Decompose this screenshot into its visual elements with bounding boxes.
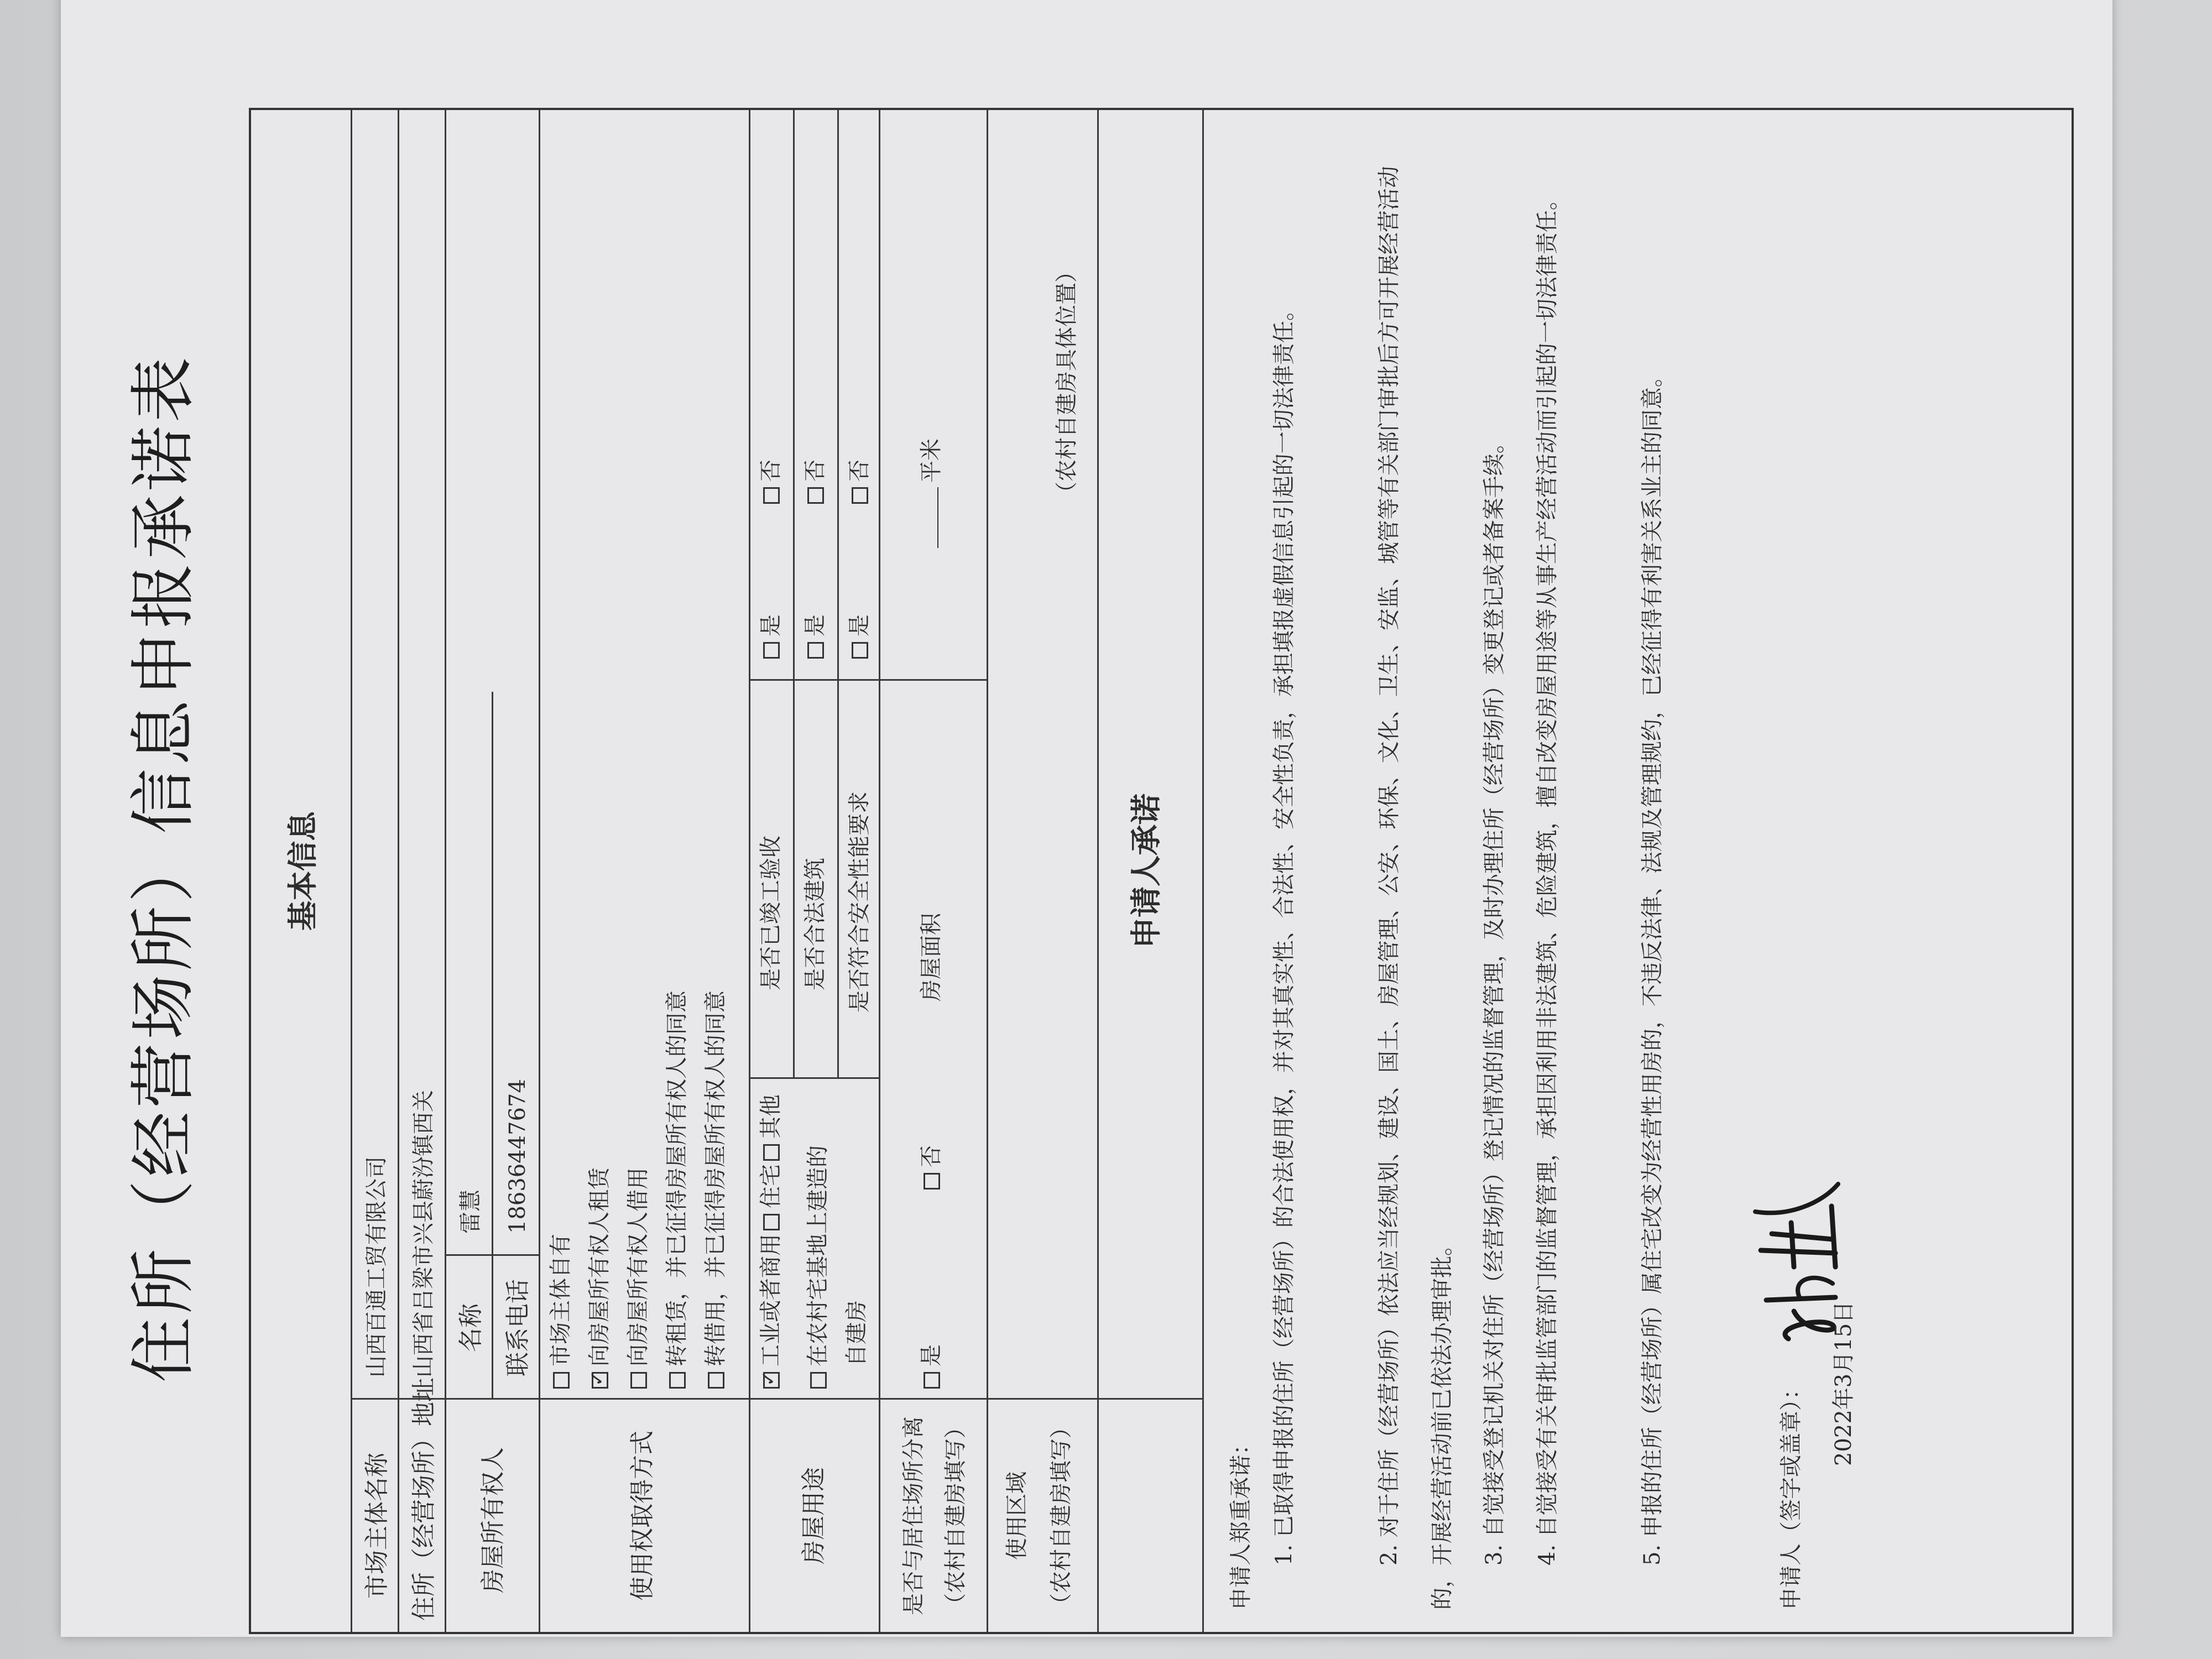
address-label: 住所（经营场所）地址 [410,1378,438,1621]
acquisition-option-2: ✓ 向房屋所有权人租赁 [586,1167,613,1389]
checkbox-icon [763,1214,780,1230]
region-hint: （农村自建房具体位置） [1054,260,1079,504]
checkbox-icon [810,1372,827,1389]
checkbox-icon [807,487,824,504]
pledge-heading: 申请人承诺 [1129,794,1165,948]
checkbox-icon [630,1372,647,1389]
check-safety-label: 是否符合安全性能要求 [847,791,872,1013]
checkbox-icon [763,1144,780,1161]
check-legal-yes: 是 [801,614,829,659]
check-completion-yes: 是 [757,614,785,659]
area-value: 平米 [917,439,945,548]
form-table [249,108,2074,1634]
check-completion-label: 是否已竣工验收 [758,836,784,990]
separation-yes: 是 [917,1344,945,1389]
pledge-item-3: 3. 自觉接受登记机关对住所（经营场所）登记情况的监督管理，及时办理住所（经营场所）变更登记或者备案手续。 [1481,431,1507,1566]
owner-phone-label: 联系电话 [504,1279,532,1376]
area-blank [937,487,938,548]
owner-name-label: 名称 [457,1303,485,1352]
pledge-item-5: 5. 申报的住所（经营场所）属住宅改变为经营性用房的，不违反法律、法规及管理规约，已经征得有利害关系业主的同意。 [1640,365,1665,1566]
separation-no: 否 [917,1145,945,1190]
acquisition-option-5: 转借用，并已征得房屋所有权人的同意 [702,990,729,1389]
pledge-item-4: 4. 自觉接受有关审批监管部门的监督管理，承担因利用非法建筑、危险建筑，擅自改变房屋用途等从事生产经营活动而引起的一切法律责任。 [1535,188,1560,1566]
region-label: 使用区域 [1004,1472,1030,1560]
address-value: 山西省吕梁市兴县蔚汾镇西关 [411,1090,436,1378]
checkbox-icon [807,642,824,659]
checkbox-icon [553,1372,570,1389]
usage-label: 房屋用途 [800,1467,828,1564]
owner-phone-value: 18636447674 [505,1079,530,1234]
owner-name-value: 雷慧 [458,1190,483,1234]
commitment-form [88,97,2079,1640]
separation-label: 是否与居住场所分离（农村自建房填写） [901,1416,968,1615]
usage-options: ✓工业或者商用住宅其他 [757,1094,785,1389]
owner-label: 房屋所有权人 [479,1447,507,1593]
acquisition-option-1: 市场主体自有 [547,1234,575,1389]
checkbox-icon [852,642,868,659]
checkbox-icon [763,487,780,504]
homestead-option-line2: 自建房 [844,1300,869,1366]
check-legal-label: 是否合法建筑 [802,858,828,990]
pledge-intro: 申请人郑重承诺： [1228,1433,1254,1610]
checkbox-icon [924,1173,940,1190]
check-safety-yes: 是 [846,614,873,659]
checkbox-icon [924,1372,940,1389]
checkbox-icon [669,1372,686,1389]
entity-name-value: 山西百通工贸有限公司 [364,1156,389,1378]
homestead-option: 在农村宅基地上建造的 [804,1145,832,1389]
checkbox-icon [852,487,868,504]
basic-info-heading: 基本信息 [285,811,320,931]
area-label: 房屋面积 [919,913,944,1001]
checkbox-icon [763,642,780,659]
pledge-item-2: 2. 对于住所（经营场所）依法应当经规划、建设、国土、房屋管理、公安、环保、文化、卫生、安监、城管等有关部门审批后方可开展经营活动的，开展经营活动前已依法办理审批。 [1376,166,1455,1610]
check-legal-no: 否 [801,460,829,504]
region-label-note: （农村自建房填写） [1048,1416,1074,1615]
applicant-label: 申请人（签字或盖章）： [1778,1378,1804,1610]
checkbox-checked-icon [592,1372,608,1389]
form-title: 住所（经营场所）信息申报承诺表 [125,354,201,1383]
check-safety-no: 否 [846,460,873,504]
entity-name-label: 市场主体名称 [363,1453,391,1599]
check-completion-no: 否 [757,460,785,504]
checkbox-icon [708,1372,724,1389]
acquisition-option-4: 转租赁，并已征得房屋所有权人的同意 [663,990,691,1389]
acquisition-option-3: 向房屋所有权人借用 [624,1167,652,1389]
date: 2022年3月15日 [1831,1301,1856,1466]
pledge-item-1: 1. 已取得申报的住所（经营场所）的合法使用权，并对其真实性、合法性、安全性负责，承担填报虚假信息引起的一切法律责任。 [1271,299,1297,1566]
checkbox-checked-icon [763,1372,780,1389]
acquisition-label: 使用权取得方式 [628,1431,656,1601]
